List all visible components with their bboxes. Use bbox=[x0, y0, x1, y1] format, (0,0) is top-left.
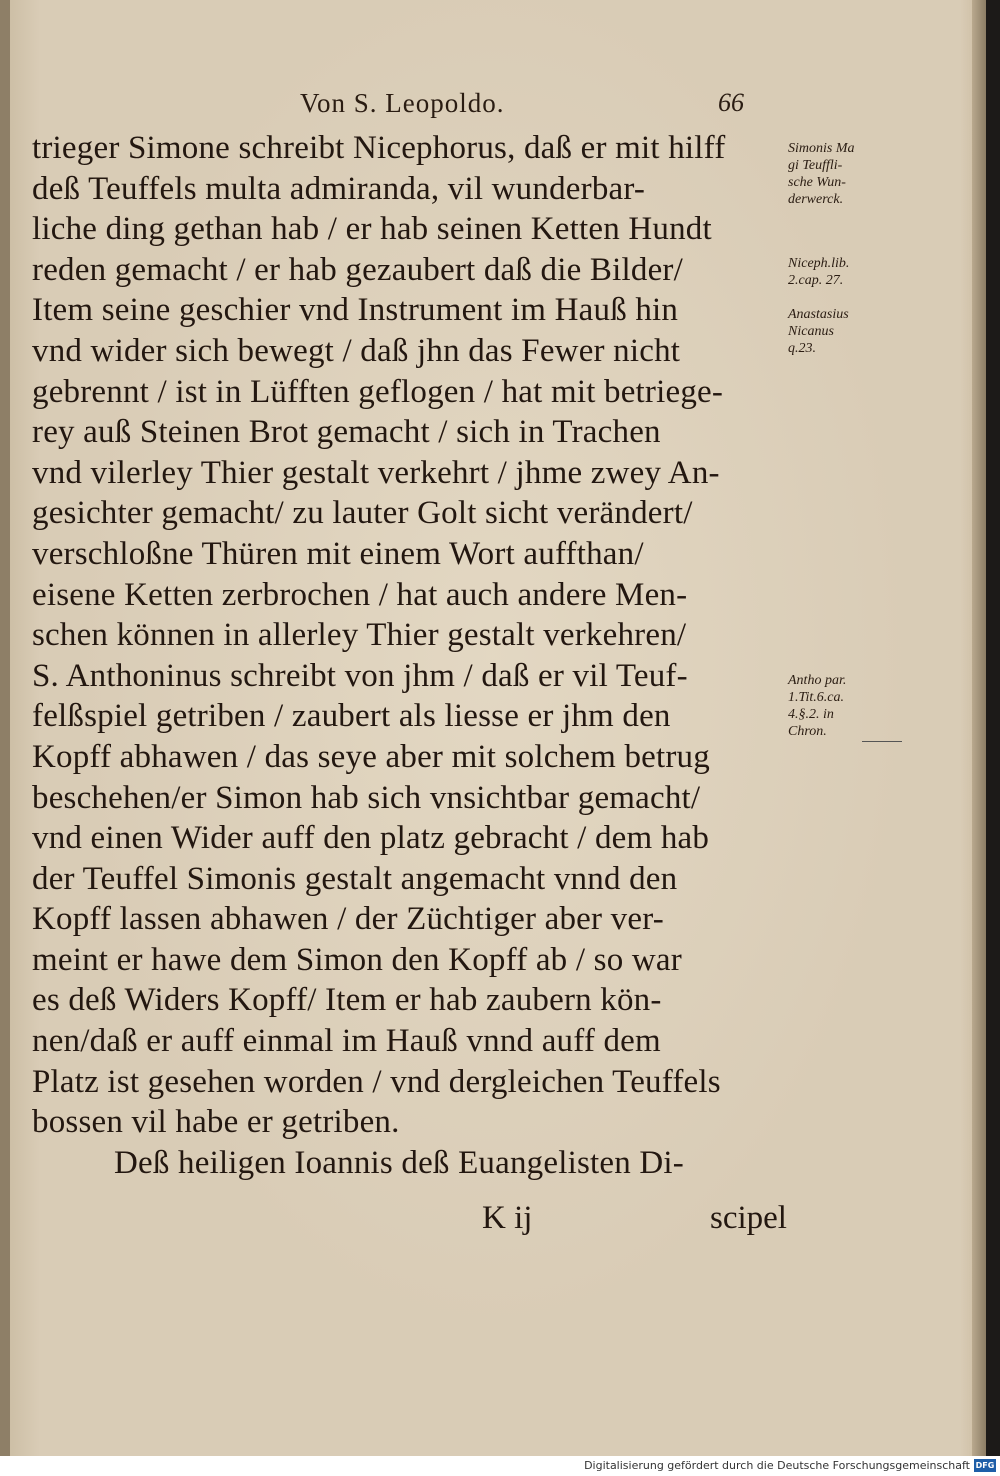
text-line: Kopff abhawen / das seye aber mit solchem betrug bbox=[32, 738, 710, 775]
text-line: vnd wider sich bewegt / daß jhn das Fewer nicht bbox=[32, 332, 681, 369]
page-number: 66 bbox=[718, 88, 744, 117]
margin-line: sche Wun- bbox=[788, 175, 846, 190]
text-line: vnd einen Wider auff den platz gebracht / dem hab bbox=[32, 820, 710, 857]
page-header bbox=[0, 88, 986, 124]
margin-line: Chron. bbox=[788, 724, 827, 739]
margin-line: derwerck. bbox=[788, 192, 844, 207]
text-line: der Teuffel Simonis gestalt angemacht vnnd den bbox=[32, 860, 678, 897]
margin-rule bbox=[862, 741, 902, 742]
text-line: liche ding gethan hab / er hab seinen Ketten Hundt bbox=[32, 211, 712, 248]
marginal-note-anastasius bbox=[788, 306, 913, 357]
text-line: felßspiel getriben / zaubert als liesse er jhm den bbox=[32, 698, 671, 735]
text-line: verschloßne Thüren mit einem Wort auffthan/ bbox=[32, 535, 644, 572]
margin-line: Anastasius bbox=[788, 307, 849, 322]
margin-line: 2.cap. 27. bbox=[788, 273, 844, 288]
running-head: Von S. Leopoldo. bbox=[300, 88, 505, 118]
text-line: trieger Simone schreibt Nicephorus, daß er mit hilff bbox=[32, 130, 726, 166]
margin-line: Antho par. bbox=[788, 673, 847, 688]
margin-line: Nicanus bbox=[788, 324, 834, 339]
text-line: S. Anthoninus schreibt von jhm / daß er vil Teuf- bbox=[32, 657, 688, 694]
main-text-block bbox=[32, 128, 792, 1183]
dfg-logo-icon: DFG bbox=[975, 1461, 995, 1470]
text-line: deß Teuffels multa admiranda, vil wunderbar- bbox=[32, 170, 646, 207]
margin-line: gi Teuffli- bbox=[788, 158, 843, 173]
signature-mark: K ij bbox=[482, 1200, 533, 1236]
text-line: bossen vil habe er getriben. bbox=[32, 1104, 400, 1141]
text-line: Kopff lassen abhawen / der Züchtiger aber ver- bbox=[32, 901, 664, 938]
text-line: reden gemacht / er hab gezaubert daß die Bilder/ bbox=[32, 251, 683, 288]
page-edge bbox=[972, 0, 986, 1456]
text-line: nen/daß er auff einmal im Hauß vnnd auff dem bbox=[32, 1023, 661, 1060]
text-line: schen können in allerley Thier gestalt verkehren/ bbox=[32, 617, 687, 654]
text-line: gebrennt / ist in Lüfften geflogen / hat mit betriege- bbox=[32, 373, 724, 410]
margin-line: q.23. bbox=[788, 341, 816, 356]
digitization-footer bbox=[0, 1456, 1000, 1476]
text-line: beschehen/er Simon hab sich vnsichtbar gemacht/ bbox=[32, 779, 701, 816]
text-line: Platz ist gesehen worden / vnd dergleichen Teuffels bbox=[32, 1063, 721, 1100]
text-line: meint er hawe dem Simon den Kopff ab / so war bbox=[32, 941, 682, 978]
text-line: eisene Ketten zerbrochen / hat auch andere Men- bbox=[32, 576, 688, 613]
paragraph-start-line: Deß heiligen Ioannis deß Euangelisten Di- bbox=[114, 1144, 684, 1181]
text-line: Item seine geschier vnd Instrument im Hauß hin bbox=[32, 292, 679, 329]
funding-credit: Digitalisierung gefördert durch die Deutsche Forschungsgemeinschaft bbox=[584, 1459, 970, 1472]
page-foot-line bbox=[0, 1200, 800, 1242]
marginal-note-anthoninus bbox=[788, 672, 913, 740]
margin-line: 1.Tit.6.ca. bbox=[788, 690, 845, 705]
catchword: scipel bbox=[710, 1200, 787, 1236]
text-line: gesichter gemacht/ zu lauter Golt sicht verändert/ bbox=[32, 495, 693, 532]
margin-line: 4.§.2. in bbox=[788, 707, 834, 722]
marginal-note-nicephorus bbox=[788, 255, 913, 289]
marginal-note-simon bbox=[788, 140, 913, 208]
margin-line: Niceph.lib. bbox=[788, 256, 850, 271]
text-line: es deß Widers Kopff/ Item er hab zaubern kön- bbox=[32, 982, 662, 1019]
text-line: vnd vilerley Thier gestalt verkehrt / jhme zwey An- bbox=[32, 454, 720, 491]
text-line: rey auß Steinen Brot gemacht / sich in Trachen bbox=[32, 414, 661, 451]
margin-line: Simonis Ma bbox=[788, 141, 855, 156]
